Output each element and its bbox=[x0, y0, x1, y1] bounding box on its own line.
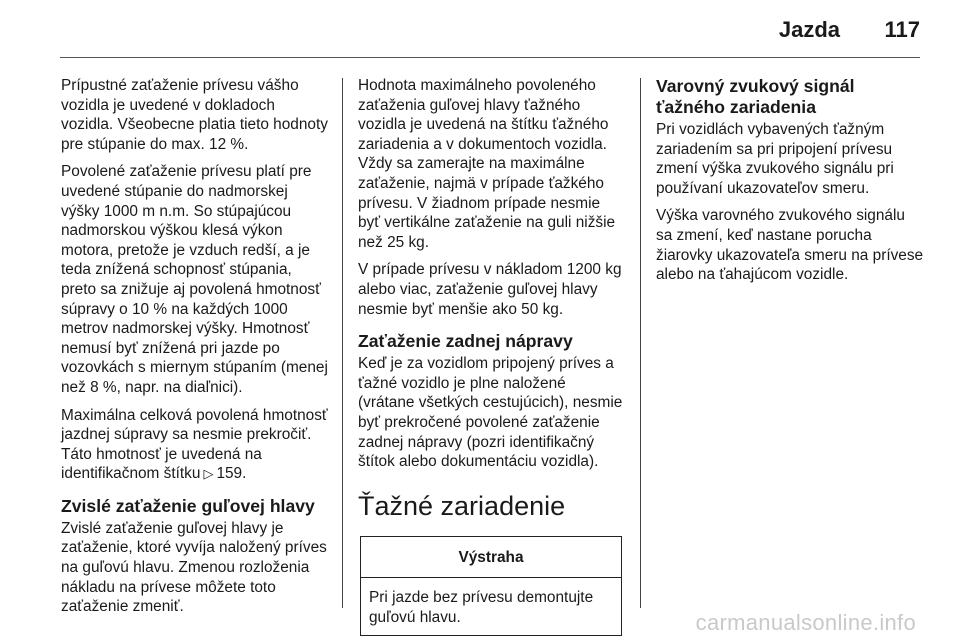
warning-box bbox=[360, 536, 622, 637]
column-2 bbox=[358, 76, 626, 636]
paragraph-signal-fault: Výška varovného zvukového signálu sa zmení, keď nastane porucha žiarovky ukazovateľa smeru na prívese alebo na ťahajúcom vozidle. bbox=[656, 207, 924, 284]
section-title: Jazda bbox=[778, 17, 840, 42]
page-number: 117 bbox=[884, 17, 920, 42]
paragraph-total-weight bbox=[61, 406, 329, 484]
paragraph-vertical-load: Zvislé zaťaženie guľovej hlavy je zaťaženie, ktoré vyvíja naložený príves na guľovú hlavu. Zmenou rozloženia nákladu na prívese môžete toto zaťaženie zmeniť. bbox=[61, 519, 327, 616]
page-ref-arrow-icon: ▷ bbox=[203, 466, 214, 482]
column-3 bbox=[656, 76, 924, 293]
paragraph-altitude: Povolené zaťaženie prívesu platí pre uvedené stúpanie do nadmorskej výšky 1000 m n.m. So stúpajúcou nadmorskou výškou klesá výkon motora, pretože je vzduch redší, a je teda znížená schopnosť stúpania, preto sa znižuje aj povolená hmotnosť súpravy o 10 % na každých 1000 metrov nadmorskej výšky. Hmotnosť nemusí byť znížená pri jazde po vozovkách s miernym stúpaním (menej než 8 %, napr. na diaľnici). bbox=[61, 163, 328, 396]
column-divider-1 bbox=[342, 78, 343, 608]
heading-rear-axle: Zaťaženie zadnej nápravy bbox=[358, 331, 573, 352]
header-divider bbox=[60, 57, 920, 58]
column-divider-2 bbox=[640, 78, 641, 608]
paragraph-signal-pitch: Pri vozidlách vybavených ťažným zariadením sa pri pripojení prívesu zmení výška zvukového signálu pri používaní ukazovateľov smeru. bbox=[656, 121, 894, 197]
page-header bbox=[0, 0, 960, 62]
heading-vertical-load: Zvislé zaťaženie guľovej hlavy bbox=[61, 495, 315, 516]
heading-warning-signal: Varovný zvukový signál ťažného zariadenia bbox=[656, 76, 855, 117]
paragraph-trailer-load: Prípustné zaťaženie prívesu vášho vozidla je uvedené v dokladoch vozidla. Všeobecne platia tieto hodnoty pre stúpanie do max. 12 %. bbox=[61, 77, 328, 153]
paragraph-heavy-trailer: V prípade prívesu v nákladom 1200 kg alebo viac, zaťaženie guľovej hlavy nesmie byť menšie ako 50 kg. bbox=[358, 261, 622, 318]
heading-towing-equipment: Ťažné zariadenie bbox=[358, 490, 566, 521]
warning-title: Výstraha bbox=[361, 537, 621, 579]
watermark: carmanualsonline.info bbox=[695, 610, 916, 635]
warning-text: Pri jazde bez prívesu demontujte guľovú hlavu. bbox=[369, 589, 594, 626]
total-weight-text: Maximálna celková povolená hmotnosť jazdnej súpravy sa nesmie prekročiť. Táto hmotnosť je uvedená na identifikačnom štítku bbox=[61, 406, 328, 483]
page-ref[interactable]: 159. bbox=[216, 465, 247, 483]
paragraph-max-ball-load: Hodnota maximálneho povoleného zaťaženia guľovej hlavy ťažného vozidla je uvedená na štítku ťažného zariadenia a v dokumentoch vozidla. Vždy sa zamerajte na maximálne zaťaženie, najmä v prípade ťažkého prívesu. V žiadnom prípade nesmie byť vertikálne zaťaženie na guli nižšie než 25 kg. bbox=[358, 77, 616, 251]
column-1 bbox=[61, 76, 329, 625]
paragraph-rear-axle: Keď je za vozidlom pripojený príves a ťažné vozidlo je plne naložené (vrátane všetkých cestujúcich), nesmie byť prekročené povolené zaťaženie zadnej nápravy (pozri identifikačný štítok alebo dokumentáciu vozidla). bbox=[358, 355, 623, 471]
